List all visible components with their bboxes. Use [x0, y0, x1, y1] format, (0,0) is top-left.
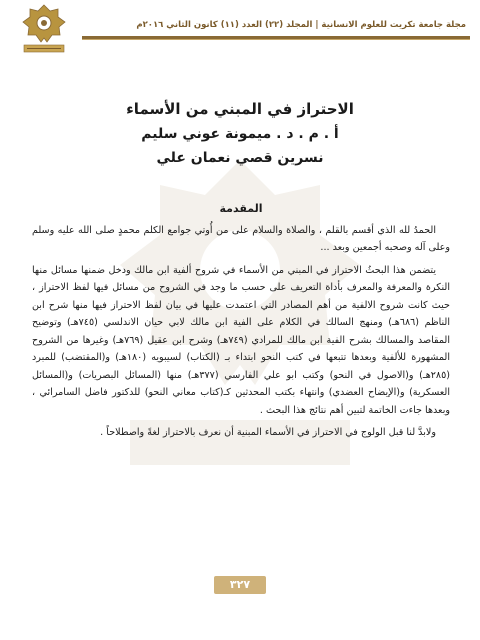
- paragraph: يتضمن هذا البحثُ الاحتراز في المبني من الأسماء في شروح ألفية ابن مالك ودخل ضمنها مسائل منها النكرة والمعرفة والمعرف بأداة التعريف على حسب ما وجد في الشروح من مسائل فيها لفظ الاحتراز ، حيث كانت شروح الالفية من أهم المصادر التي اعتمدت عليها في بيان لفظ الاحتراز فيها منها شرح ابن الناظم (٦٨٦هـ) ومنهج السالك في الكلام على الفية ابن مالك لابي حيان الاندلسي (٧٤٥هـ) وتوضيح المقاصد والمسالك بشرح الفية ابن مالك للمرادي (٧٤٩هـ) وشرح ابن عقيل (٧٦٩هـ) وغيرها من الشروح المشهورة للألفية وبعدها تتبعها في كتب النحو ابتداء بـ (الكتاب) لسيبويه (١٨٠هـ) و(المقتضب) للمبرد (٢٨٥هـ) و(الاصول في النحو) وكتب ابو علي الفارسي (٣٧٧هـ) منها (المسائل البصريات) و(المسائل العسكرية) و(الإيضاح العضدي) وانتهاء بكتب المحدثين كـ(كتاب معاني النحو) للدكتور فاضل السامرائي ، وبعدها جاءت الخاتمة لتبين أهم نتائج هذا البحث .: [32, 264, 451, 416]
- paper-title: الاحتراز في المبني من الأسماء: [126, 100, 354, 118]
- university-crest-icon: [14, 2, 74, 56]
- author-secondary: نسرين قصي نعمان علي: [156, 150, 324, 166]
- journal-title: مجلة جامعة تكريت للعلوم الانسانية | المجلد (٢٢) العدد (١١) كانون الثاني ٢٠١٦م: [136, 20, 466, 30]
- header-rule: [82, 36, 470, 40]
- article-body: [32, 200, 450, 447]
- paragraph: ولابدَّ لنا قبل الولوج في الاحتراز في الأسماء المبنية أن نعرف بالاحتراز لغةً واصطلاحاً .: [100, 427, 436, 438]
- title-block: [40, 100, 440, 174]
- paragraph: الحمدُ لله الذي أقسم بالقلم ، والصلاة والسلام على من أُوتي جوامع الكلم محمدٍ صلى الله عليه وسلم وعلى آله وصحبه أجمعين وبعد ...: [32, 224, 450, 253]
- page-number-badge: ٣٢٧: [214, 576, 266, 594]
- author-primary: أ . م . د . ميمونة عوني سليم: [141, 126, 339, 142]
- section-heading: المقدمة: [219, 202, 263, 215]
- journal-header: [0, 0, 480, 60]
